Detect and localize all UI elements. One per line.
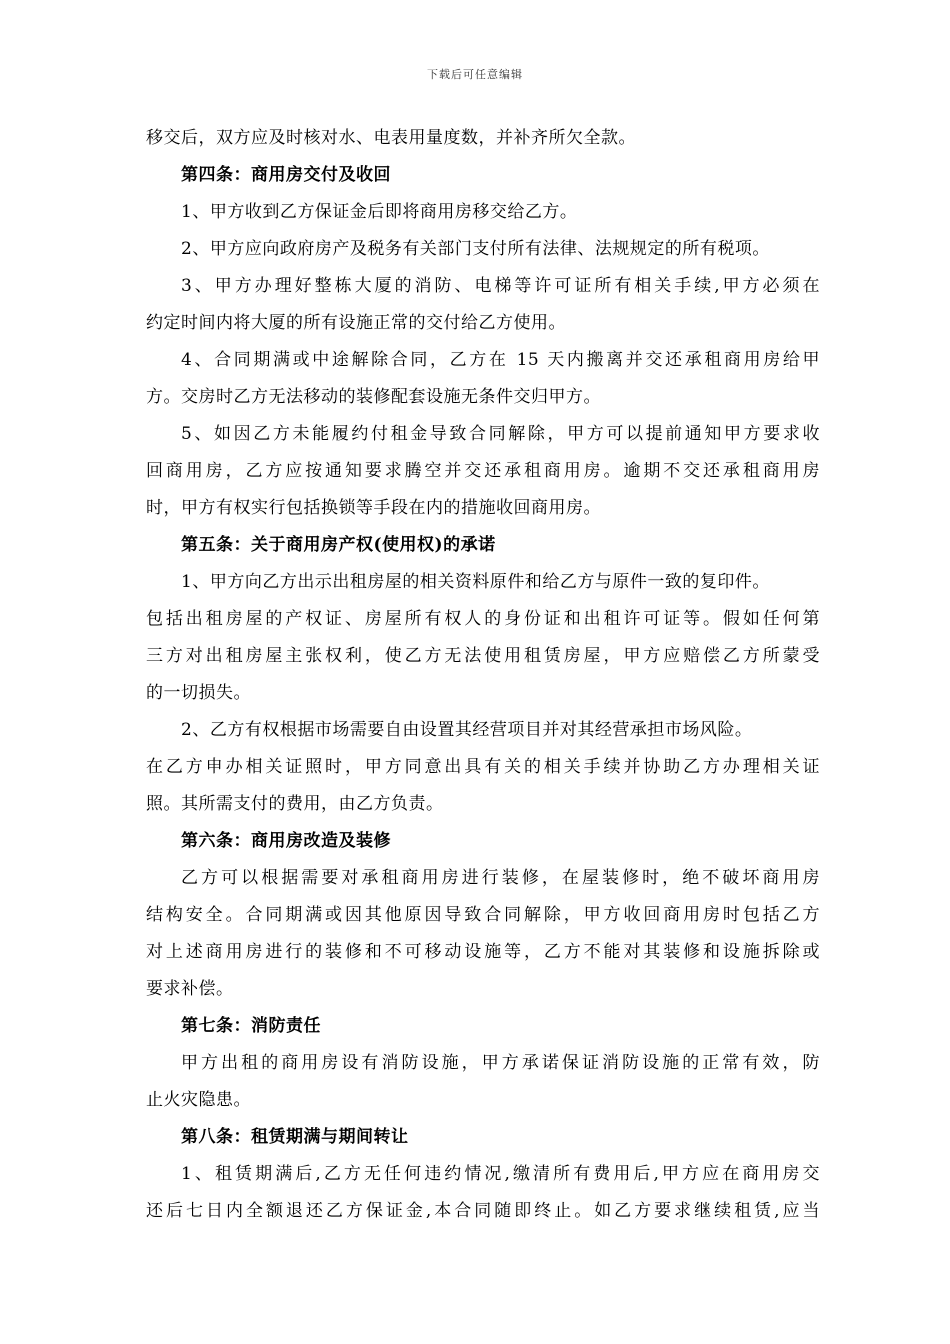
paragraph-line: 包括出租房屋的产权证、房屋所有权人的身份证和出租许可证等。假如任何第 (146, 609, 820, 629)
header-note: 下载后可任意编辑 (427, 68, 523, 81)
section-heading: 第六条：商用房改造及装修 (181, 831, 391, 851)
paragraph-line: 1、甲方收到乙方保证金后即将商用房移交给乙方。 (181, 202, 578, 222)
paragraph-line: 3、甲方办理好整栋大厦的消防、电梯等许可证所有相关手续,甲方必须在 (181, 276, 820, 296)
paragraph-line: 乙方可以根据需要对承租商用房进行装修，在屋装修时，绝不破坏商用房 (181, 868, 820, 888)
paragraph-line: 三方对出租房屋主张权利，使乙方无法使用租赁房屋，甲方应赔偿乙方所蒙受 (146, 646, 820, 666)
paragraph-line: 照。其所需支付的费用，由乙方负责。 (146, 794, 444, 814)
section-heading: 第七条：消防责任 (181, 1016, 321, 1036)
paragraph-line: 1、甲方向乙方出示出租房屋的相关资料原件和给乙方与原件一致的复印件。 (181, 572, 770, 592)
section-heading: 第五条：关于商用房产权(使用权)的承诺 (181, 535, 496, 555)
paragraph-line: 方。交房时乙方无法移动的装修配套设施无条件交归甲方。 (146, 387, 601, 407)
paragraph-line: 移交后，双方应及时核对水、电表用量度数，并补齐所欠全款。 (146, 128, 636, 148)
section-heading: 第四条：商用房交付及收回 (181, 165, 391, 185)
paragraph-line: 还后七日内全额退还乙方保证金,本合同随即终止。如乙方要求继续租赁,应当 (146, 1201, 820, 1221)
paragraph-line: 要求补偿。 (146, 979, 234, 999)
paragraph-line: 的一切损失。 (146, 683, 251, 703)
paragraph-line: 2、甲方应向政府房产及税务有关部门支付所有法律、法规规定的所有税项。 (181, 239, 770, 259)
paragraph-line: 回商用房，乙方应按通知要求腾空并交还承租商用房。逾期不交还承租商用房 (146, 461, 820, 481)
paragraph-line: 结构安全。合同期满或因其他原因导致合同解除，甲方收回商用房时包括乙方 (146, 905, 820, 925)
paragraph-line: 在乙方申办相关证照时，甲方同意出具有关的相关手续并协助乙方办理相关证 (146, 757, 820, 777)
paragraph-line: 甲方出租的商用房设有消防设施，甲方承诺保证消防设施的正常有效，防 (181, 1053, 820, 1073)
section-heading: 第八条：租赁期满与期间转让 (181, 1127, 409, 1147)
paragraph-line: 2、乙方有权根据市场需要自由设置其经营项目并对其经营承担市场风险。 (181, 720, 753, 740)
paragraph-line: 1、租赁期满后,乙方无任何违约情况,缴清所有费用后,甲方应在商用房交 (181, 1164, 820, 1184)
paragraph-line: 5、如因乙方未能履约付租金导致合同解除，甲方可以提前通知甲方要求收 (181, 424, 820, 444)
document-body (146, 120, 820, 1230)
paragraph-line: 时，甲方有权实行包括换锁等手段在内的措施收回商用房。 (146, 498, 601, 518)
paragraph-line: 约定时间内将大厦的所有设施正常的交付给乙方使用。 (146, 313, 566, 333)
paragraph-line: 4、合同期满或中途解除合同，乙方在 15 天内搬离并交还承租商用房给甲 (181, 350, 820, 370)
paragraph-line: 止火灾隐患。 (146, 1090, 251, 1110)
paragraph-line: 对上述商用房进行的装修和不可移动设施等，乙方不能对其装修和设施拆除或 (146, 942, 820, 962)
